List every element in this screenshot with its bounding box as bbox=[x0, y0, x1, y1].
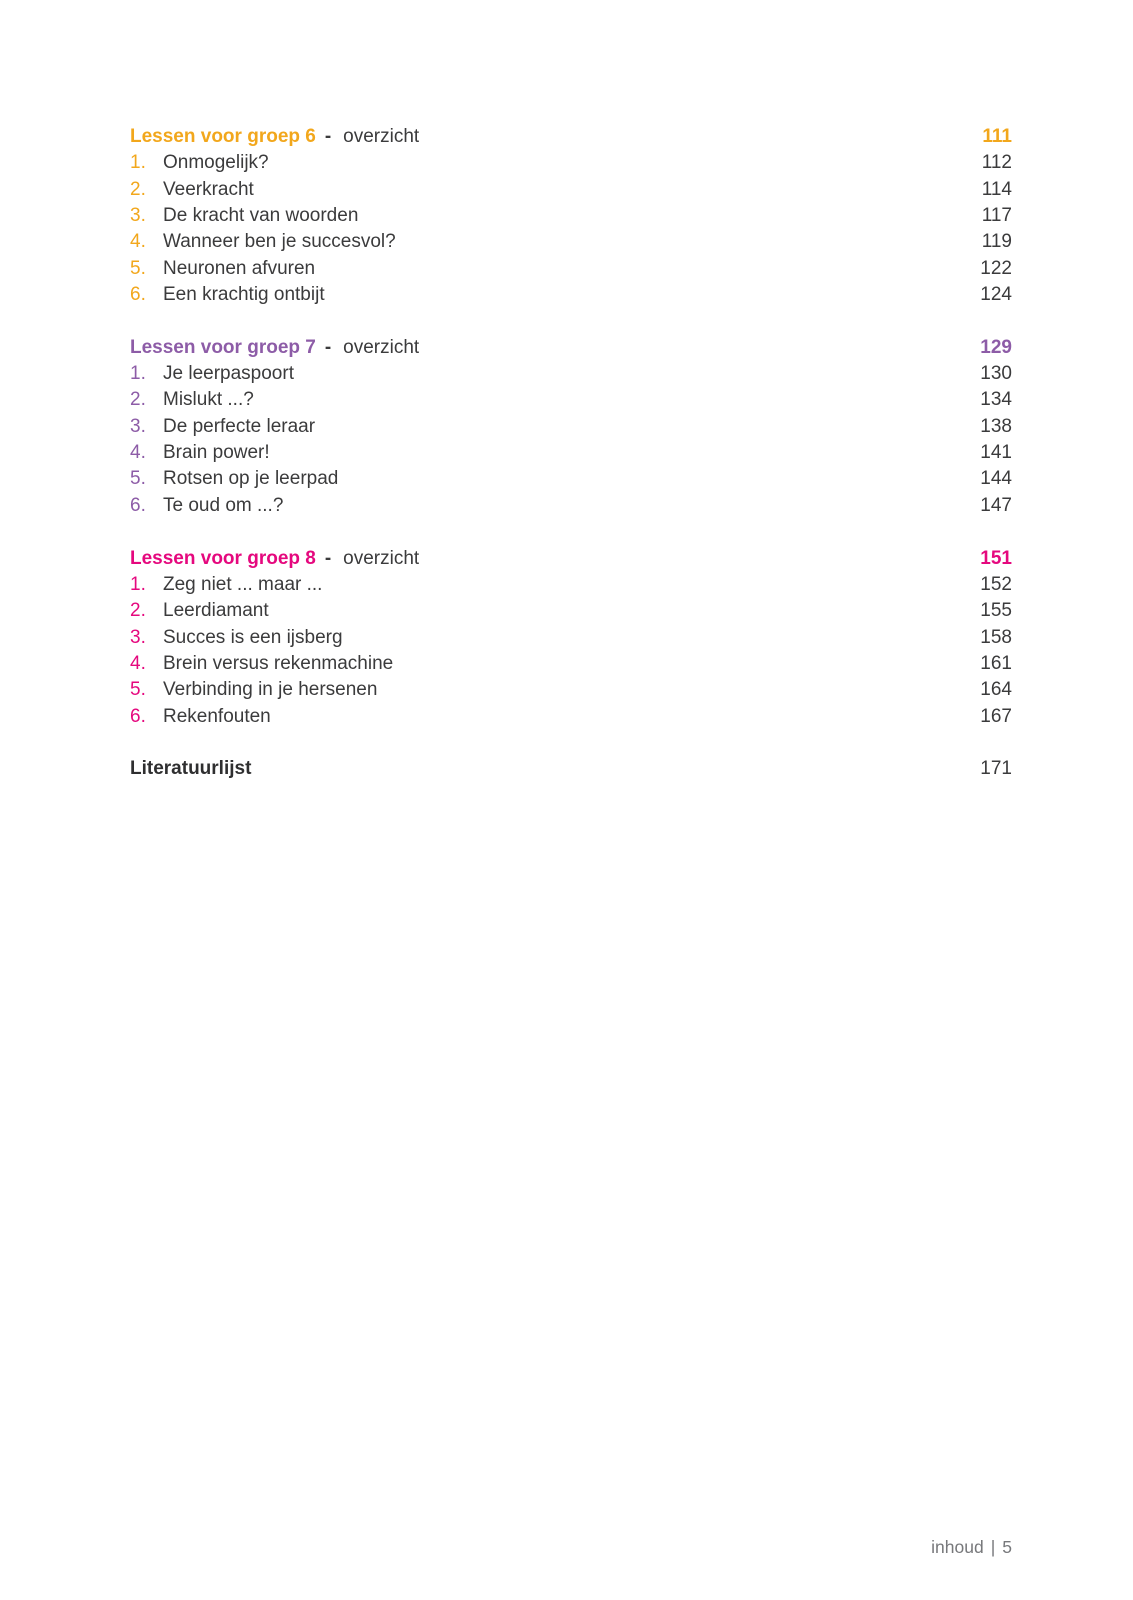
item-page-number: 141 bbox=[980, 442, 1012, 464]
item-label: Rotsen op je leerpad bbox=[163, 468, 339, 490]
section-heading-row bbox=[130, 335, 1012, 361]
toc-item-row bbox=[130, 361, 1012, 387]
item-label: Wanneer ben je succesvol? bbox=[163, 231, 396, 253]
item-label: Te oud om ...? bbox=[163, 494, 284, 516]
toc-section bbox=[130, 124, 1012, 308]
item-number: 3. bbox=[130, 415, 146, 437]
toc-item-row bbox=[130, 651, 1012, 677]
toc-section bbox=[130, 335, 1012, 519]
toc-item-row bbox=[130, 704, 1012, 730]
heading-dash: - bbox=[324, 126, 332, 147]
item-label: De perfecte leraar bbox=[163, 415, 316, 437]
footer-separator: | bbox=[990, 1537, 996, 1557]
section-page-number: 129 bbox=[980, 336, 1012, 358]
item-label: Succes is een ijsberg bbox=[163, 626, 343, 648]
toc-item-row bbox=[130, 282, 1012, 308]
item-number: 6. bbox=[130, 284, 146, 306]
item-page-number: 134 bbox=[980, 389, 1012, 411]
item-number: 4. bbox=[130, 652, 146, 674]
item-page-number: 138 bbox=[980, 415, 1012, 437]
literature-row bbox=[130, 756, 1012, 782]
item-number: 3. bbox=[130, 626, 146, 648]
toc-item-row bbox=[130, 677, 1012, 703]
item-number: 5. bbox=[130, 257, 146, 279]
toc-item-row bbox=[130, 493, 1012, 519]
footer-page-number: 5 bbox=[1002, 1537, 1012, 1557]
item-page-number: 158 bbox=[980, 626, 1012, 648]
item-number: 3. bbox=[130, 205, 146, 227]
item-page-number: 112 bbox=[981, 152, 1012, 174]
item-label: Neuronen afvuren bbox=[163, 257, 316, 279]
toc-item-row bbox=[130, 150, 1012, 176]
toc-item-row bbox=[130, 177, 1012, 203]
item-page-number: 152 bbox=[980, 573, 1012, 595]
heading-dash: - bbox=[324, 336, 332, 358]
item-number: 1. bbox=[130, 573, 146, 595]
section-title: Lessen voor groep 8 bbox=[130, 547, 316, 569]
item-label: Leerdiamant bbox=[163, 600, 269, 622]
item-page-number: 114 bbox=[981, 178, 1012, 200]
section-subtitle: overzicht bbox=[343, 126, 420, 147]
toc-section bbox=[130, 546, 1012, 730]
item-number: 6. bbox=[130, 705, 146, 727]
toc-item-row bbox=[130, 572, 1012, 598]
item-label: Onmogelijk? bbox=[163, 152, 269, 174]
section-subtitle: overzicht bbox=[343, 547, 420, 569]
section-subtitle: overzicht bbox=[343, 336, 420, 358]
toc-content bbox=[130, 124, 1012, 783]
item-number: 5. bbox=[130, 679, 146, 701]
toc-sections bbox=[130, 124, 1012, 730]
toc-item-row bbox=[130, 625, 1012, 651]
item-number: 2. bbox=[130, 178, 146, 200]
toc-item-row bbox=[130, 414, 1012, 440]
toc-item-row bbox=[130, 598, 1012, 624]
section-title: Lessen voor groep 6 bbox=[130, 126, 316, 147]
item-label: Verbinding in je hersenen bbox=[163, 679, 378, 701]
toc-item-row bbox=[130, 203, 1012, 229]
item-label: Brain power! bbox=[163, 442, 270, 464]
item-number: 2. bbox=[130, 389, 146, 411]
section-heading-row bbox=[130, 124, 1012, 150]
item-page-number: 164 bbox=[980, 679, 1012, 701]
item-page-number: 161 bbox=[980, 652, 1012, 674]
item-page-number: 147 bbox=[980, 494, 1012, 516]
item-page-number: 144 bbox=[980, 468, 1012, 490]
section-page-number: 151 bbox=[980, 547, 1012, 569]
item-label: Je leerpaspoort bbox=[163, 363, 294, 385]
item-number: 4. bbox=[130, 231, 146, 253]
item-page-number: 167 bbox=[980, 705, 1012, 727]
item-label: De kracht van woorden bbox=[163, 205, 359, 227]
toc-item-row bbox=[130, 229, 1012, 255]
item-label: Een krachtig ontbijt bbox=[163, 284, 325, 306]
item-page-number: 130 bbox=[980, 363, 1012, 385]
section-title: Lessen voor groep 7 bbox=[130, 336, 316, 358]
literature-page-number: 171 bbox=[980, 758, 1012, 780]
item-label: Veerkracht bbox=[163, 178, 254, 200]
toc-item-row bbox=[130, 387, 1012, 413]
item-label: Rekenfouten bbox=[163, 705, 271, 727]
item-number: 2. bbox=[130, 600, 146, 622]
footer-section-label: inhoud bbox=[931, 1537, 984, 1557]
item-number: 4. bbox=[130, 442, 146, 464]
item-number: 6. bbox=[130, 494, 146, 516]
item-number: 1. bbox=[130, 152, 146, 174]
literature-label: Literatuurlijst bbox=[130, 758, 252, 780]
heading-dash: - bbox=[324, 547, 332, 569]
item-number: 5. bbox=[130, 468, 146, 490]
toc-item-row bbox=[130, 256, 1012, 282]
item-number: 1. bbox=[130, 363, 146, 385]
item-page-number: 119 bbox=[981, 231, 1012, 253]
toc-item-row bbox=[130, 440, 1012, 466]
item-page-number: 122 bbox=[980, 257, 1012, 279]
toc-item-row bbox=[130, 466, 1012, 492]
item-page-number: 124 bbox=[980, 284, 1012, 306]
page-footer bbox=[931, 1536, 1012, 1558]
section-page-number: 111 bbox=[982, 126, 1012, 147]
item-page-number: 117 bbox=[981, 205, 1012, 227]
item-label: Zeg niet ... maar ... bbox=[163, 573, 323, 595]
item-label: Brein versus rekenmachine bbox=[163, 652, 394, 674]
section-heading-row bbox=[130, 546, 1012, 572]
item-page-number: 155 bbox=[980, 600, 1012, 622]
item-label: Mislukt ...? bbox=[163, 389, 254, 411]
